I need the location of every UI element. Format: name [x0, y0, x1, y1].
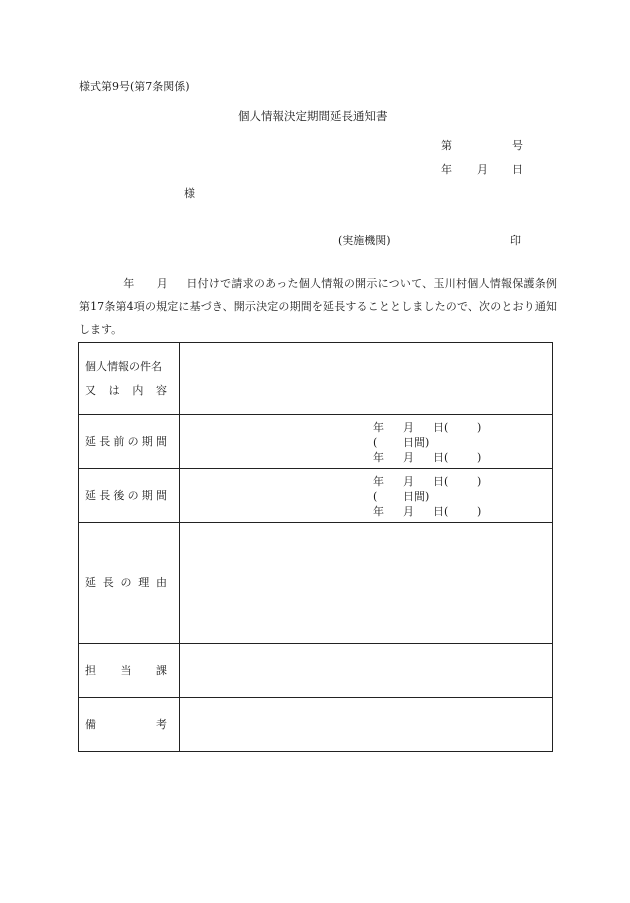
- lbl2-1: 長: [99, 434, 111, 448]
- value-after-period: [180, 469, 553, 523]
- label-subject-b-0: 又: [85, 383, 96, 397]
- lbl2-0: 延: [85, 434, 96, 448]
- before-start: 年 月 日( ): [373, 420, 482, 434]
- row-after-period: [79, 469, 553, 523]
- label-subject-b: [85, 379, 167, 403]
- seal-mark: 印: [510, 234, 521, 247]
- lbl6-1: 考: [156, 717, 167, 731]
- label-department: [79, 644, 180, 698]
- row-before-period: [79, 415, 553, 469]
- date-month: 月: [477, 163, 488, 176]
- after-days: ( 日間): [373, 489, 430, 503]
- value-reason: [180, 523, 553, 644]
- ref-gou: 号: [512, 139, 523, 152]
- addressee-sama: 様: [184, 187, 195, 200]
- value-before-period: [180, 415, 553, 469]
- lbl4-1: 長: [102, 576, 114, 589]
- after-start: 年 月 日( ): [373, 474, 482, 488]
- after-end: 年 月 日( ): [373, 504, 482, 518]
- form-number: 様式第9号(第7条関係): [79, 80, 190, 93]
- before-days: ( 日間): [373, 435, 430, 449]
- info-table: [78, 342, 553, 752]
- body-text: 日付けで請求のあった個人情報の開示について、玉川村個人情報保護条例第17条第4項の規定に基づき、開示決定の期間を延長することとしましたので、次のとおり通知します。: [79, 277, 558, 336]
- lbl3-5: 間: [155, 488, 167, 502]
- lbl2-3: の: [127, 434, 139, 448]
- page-title: 個人情報決定期間延長通知書: [238, 109, 388, 123]
- date-year: 年: [441, 163, 452, 176]
- before-end: 年 月 日( ): [373, 450, 482, 464]
- lbl4-0: 延: [85, 576, 96, 589]
- label-subject: [79, 343, 180, 415]
- value-department: [180, 644, 553, 698]
- row-department: [79, 644, 553, 698]
- lbl6-0: 備: [85, 717, 96, 731]
- label-subject-b-3: 容: [155, 383, 167, 397]
- lbl5-0: 担: [85, 663, 96, 677]
- label-subject-b-2: 内: [132, 383, 144, 397]
- lbl3-4: 期: [141, 488, 153, 502]
- lbl2-5: 間: [155, 434, 167, 448]
- body-month: 月: [156, 277, 169, 290]
- lbl4-3: 理: [138, 576, 150, 589]
- label-subject-a: 個人情報の件名: [85, 359, 162, 373]
- label-subject-b-1: は: [108, 383, 120, 397]
- value-remarks: [180, 698, 553, 752]
- lbl5-2: 課: [156, 663, 167, 677]
- lbl5-1: 当: [120, 663, 132, 677]
- lbl2-4: 期: [141, 434, 153, 448]
- row-subject: [79, 343, 553, 415]
- lbl2-2: 前: [113, 434, 125, 448]
- notice-body: [79, 272, 557, 341]
- lbl3-0: 延: [85, 488, 96, 502]
- label-before-period: [79, 415, 180, 469]
- date-day: 日: [512, 163, 523, 176]
- label-remarks: [79, 698, 180, 752]
- lbl3-2: 後: [113, 488, 125, 502]
- ref-dai: 第: [441, 139, 452, 152]
- lbl4-2: の: [120, 576, 132, 589]
- body-year: 年: [123, 277, 135, 290]
- lbl4-4: 由: [156, 576, 167, 589]
- label-after-period: [79, 469, 180, 523]
- issue-date: [441, 163, 523, 177]
- row-reason: [79, 523, 553, 644]
- lbl3-1: 長: [99, 488, 111, 502]
- value-subject: [180, 343, 553, 415]
- label-reason: [79, 523, 180, 644]
- lbl3-3: の: [127, 488, 139, 502]
- row-remarks: [79, 698, 553, 752]
- issuer-agency: (実施機関): [338, 234, 391, 247]
